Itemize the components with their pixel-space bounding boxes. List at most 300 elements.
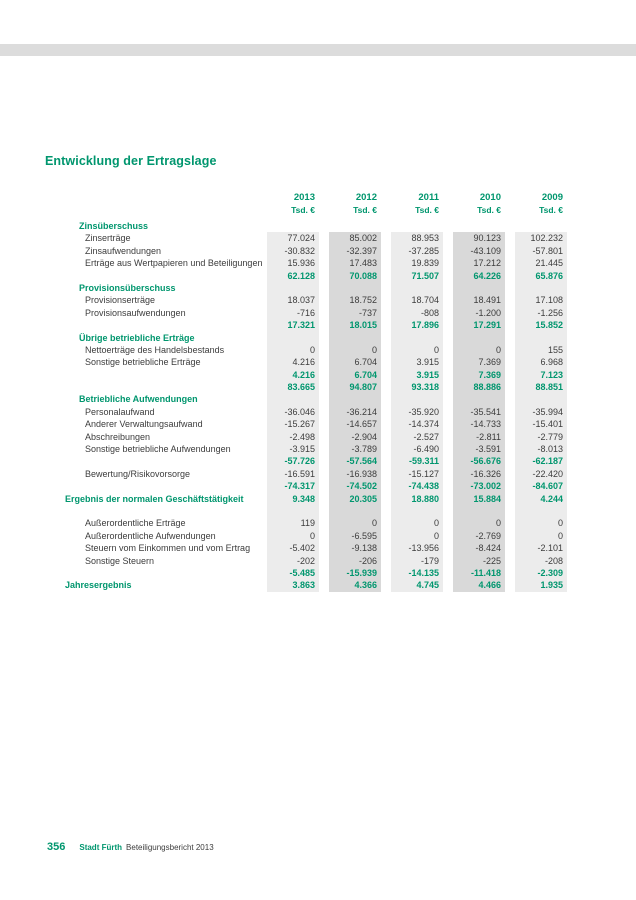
column-spacer <box>319 517 329 530</box>
table-row <box>65 530 567 542</box>
column-spacer <box>319 542 329 555</box>
value-cell: -2.811 <box>453 431 505 444</box>
value-cell: -84.607 <box>515 480 567 493</box>
value-cell: -2.769 <box>453 530 505 543</box>
column-spacer <box>319 480 329 493</box>
table-row <box>65 406 567 418</box>
value-cell: 1.935 <box>515 579 567 591</box>
value-cell: 88.886 <box>453 381 505 393</box>
table-row <box>65 431 567 443</box>
column-spacer <box>443 480 453 493</box>
value-cell: 0 <box>515 530 567 543</box>
value-cell: -5.402 <box>267 542 319 555</box>
value-cell: 18.704 <box>391 294 443 307</box>
column-spacer <box>381 220 391 232</box>
value-cell <box>391 393 443 405</box>
column-spacer <box>381 406 391 419</box>
column-spacer <box>443 393 453 405</box>
value-cell <box>453 282 505 294</box>
column-spacer <box>319 443 329 456</box>
value-cell: -74.502 <box>329 480 381 493</box>
column-spacer <box>443 294 453 307</box>
value-cell: -3.789 <box>329 443 381 456</box>
value-cell: -30.832 <box>267 245 319 258</box>
row-label <box>65 567 267 580</box>
column-spacer <box>381 418 391 431</box>
column-spacer <box>443 567 453 580</box>
column-spacer <box>381 257 391 270</box>
value-cell: 17.896 <box>391 319 443 331</box>
value-cell <box>391 220 443 232</box>
column-spacer <box>443 381 453 393</box>
value-cell: 83.665 <box>267 381 319 393</box>
column-spacer <box>505 455 515 468</box>
value-cell: 88.953 <box>391 232 443 245</box>
column-spacer <box>319 282 329 294</box>
unit-header-row <box>65 204 567 216</box>
value-cell: 7.369 <box>453 369 505 382</box>
value-cell <box>329 220 381 232</box>
row-label: Ergebnis der normalen Geschäftstätigkeit <box>65 493 244 504</box>
value-cell: -35.541 <box>453 406 505 419</box>
value-cell: -2.101 <box>515 542 567 555</box>
column-spacer <box>443 257 453 270</box>
value-cell: -179 <box>391 555 443 568</box>
value-cell: 93.318 <box>391 381 443 393</box>
value-cell: 21.445 <box>515 257 567 270</box>
value-cell: -22.420 <box>515 468 567 481</box>
column-spacer <box>505 294 515 307</box>
column-spacer <box>443 493 453 505</box>
column-spacer <box>319 406 329 419</box>
value-cell <box>329 332 381 344</box>
value-cell <box>391 332 443 344</box>
column-spacer <box>443 431 453 444</box>
table-row <box>65 418 567 430</box>
value-cell: -16.591 <box>267 468 319 481</box>
column-spacer <box>381 245 391 258</box>
column-spacer <box>505 344 515 357</box>
column-spacer <box>443 356 453 369</box>
value-cell: 19.839 <box>391 257 443 270</box>
value-cell: 0 <box>453 344 505 357</box>
column-spacer <box>505 270 515 282</box>
column-spacer <box>319 468 329 481</box>
value-cell: 155 <box>515 344 567 357</box>
column-spacer <box>319 555 329 568</box>
column-spacer <box>505 369 515 382</box>
column-spacer <box>319 344 329 357</box>
column-spacer <box>381 344 391 357</box>
value-cell: -35.994 <box>515 406 567 419</box>
value-cell: 17.321 <box>267 319 319 331</box>
column-spacer <box>319 257 329 270</box>
column-spacer <box>505 332 515 344</box>
value-cell: -16.938 <box>329 468 381 481</box>
value-cell: -74.438 <box>391 480 443 493</box>
value-cell: -59.311 <box>391 455 443 468</box>
value-cell: -57.801 <box>515 245 567 258</box>
column-spacer <box>381 555 391 568</box>
value-cell: 3.915 <box>391 369 443 382</box>
column-spacer <box>319 220 329 232</box>
value-cell: 17.108 <box>515 294 567 307</box>
value-cell: -8.424 <box>453 542 505 555</box>
column-spacer <box>505 493 515 505</box>
column-spacer <box>443 270 453 282</box>
footer-publisher: Stadt Fürth <box>79 843 123 852</box>
value-cell: -15.127 <box>391 468 443 481</box>
column-spacer <box>505 257 515 270</box>
column-spacer <box>505 393 515 405</box>
value-cell: -208 <box>515 555 567 568</box>
row-label: Anderer Verwaltungsaufwand <box>85 419 203 430</box>
value-cell: 18.752 <box>329 294 381 307</box>
column-spacer <box>443 542 453 555</box>
table-row <box>65 480 567 492</box>
table-row <box>65 282 567 294</box>
column-spacer <box>319 530 329 543</box>
value-cell: -5.485 <box>267 567 319 580</box>
value-cell <box>391 282 443 294</box>
column-spacer <box>381 381 391 393</box>
column-spacer <box>443 455 453 468</box>
column-spacer <box>381 307 391 320</box>
value-cell: -16.326 <box>453 468 505 481</box>
column-spacer <box>381 530 391 543</box>
value-cell: 17.212 <box>453 257 505 270</box>
value-cell: 90.123 <box>453 232 505 245</box>
value-cell: 4.466 <box>453 579 505 591</box>
column-spacer <box>443 307 453 320</box>
column-spacer <box>443 369 453 382</box>
column-spacer <box>443 505 453 517</box>
value-cell <box>329 393 381 405</box>
value-cell <box>453 505 505 517</box>
table-row <box>65 257 567 269</box>
table-row <box>65 555 567 567</box>
table-row <box>65 369 567 381</box>
value-cell: 4.244 <box>515 493 567 505</box>
value-cell: -13.956 <box>391 542 443 555</box>
row-label: Provisionsaufwendungen <box>85 307 186 318</box>
value-cell <box>329 505 381 517</box>
value-cell: 0 <box>453 517 505 530</box>
value-cell: 15.884 <box>453 493 505 505</box>
value-cell: 17.483 <box>329 257 381 270</box>
column-spacer <box>319 294 329 307</box>
unit-label: Tsd. € <box>415 205 439 215</box>
column-spacer <box>319 245 329 258</box>
value-cell: -73.002 <box>453 480 505 493</box>
value-cell: -32.397 <box>329 245 381 258</box>
value-cell: 4.216 <box>267 356 319 369</box>
row-label: Personalaufwand <box>85 406 155 417</box>
column-spacer <box>319 270 329 282</box>
column-spacer <box>319 307 329 320</box>
column-spacer <box>505 307 515 320</box>
value-cell: 0 <box>391 344 443 357</box>
column-spacer <box>319 319 329 331</box>
column-spacer <box>319 381 329 393</box>
value-cell <box>515 505 567 517</box>
column-spacer <box>443 220 453 232</box>
column-spacer <box>443 406 453 419</box>
value-cell: 0 <box>267 530 319 543</box>
column-spacer <box>381 332 391 344</box>
value-cell: -3.915 <box>267 443 319 456</box>
column-spacer <box>443 282 453 294</box>
table-row <box>65 542 567 554</box>
row-label: Jahresergebnis <box>65 580 132 591</box>
value-cell <box>267 220 319 232</box>
column-spacer <box>319 232 329 245</box>
column-spacer <box>319 493 329 505</box>
column-spacer <box>381 468 391 481</box>
row-label <box>65 369 267 382</box>
row-label <box>65 455 267 468</box>
value-cell: 0 <box>515 517 567 530</box>
column-spacer <box>319 369 329 382</box>
column-spacer <box>443 232 453 245</box>
column-spacer <box>505 204 515 216</box>
column-spacer <box>505 542 515 555</box>
value-cell: 0 <box>391 517 443 530</box>
column-spacer <box>443 192 453 204</box>
value-cell <box>391 505 443 517</box>
value-cell: -35.920 <box>391 406 443 419</box>
row-label: Außerordentliche Aufwendungen <box>85 530 216 541</box>
column-spacer <box>381 493 391 505</box>
column-spacer <box>505 418 515 431</box>
table-row <box>65 344 567 356</box>
value-cell: -74.317 <box>267 480 319 493</box>
table-row <box>65 356 567 368</box>
column-spacer <box>505 555 515 568</box>
column-spacer <box>505 431 515 444</box>
value-cell: -14.374 <box>391 418 443 431</box>
value-cell: 18.037 <box>267 294 319 307</box>
column-spacer <box>443 530 453 543</box>
unit-label: Tsd. € <box>477 205 501 215</box>
column-spacer <box>505 381 515 393</box>
column-spacer <box>381 204 391 216</box>
row-label: Steuern vom Einkommen und vom Ertrag <box>85 543 251 554</box>
section-label: Betriebliche Aufwendungen <box>79 394 198 405</box>
value-cell: 17.291 <box>453 319 505 331</box>
value-cell: 18.880 <box>391 493 443 505</box>
value-cell: -737 <box>329 307 381 320</box>
table-row <box>65 579 567 591</box>
column-spacer <box>381 455 391 468</box>
column-spacer <box>319 356 329 369</box>
value-cell: 70.088 <box>329 270 381 282</box>
value-cell <box>267 505 319 517</box>
value-cell <box>329 282 381 294</box>
column-spacer <box>319 393 329 405</box>
value-cell: 71.507 <box>391 270 443 282</box>
column-spacer <box>505 192 515 204</box>
row-label <box>65 319 267 331</box>
page-title: Entwicklung der Ertragslage <box>45 154 217 169</box>
value-cell: 15.936 <box>267 257 319 270</box>
value-cell: 102.232 <box>515 232 567 245</box>
column-spacer <box>381 282 391 294</box>
column-spacer <box>381 567 391 580</box>
value-cell <box>267 332 319 344</box>
year-column-header: 2013 <box>293 192 315 203</box>
column-spacer <box>443 344 453 357</box>
value-cell: 4.366 <box>329 579 381 591</box>
row-label: Sonstige betriebliche Aufwendungen <box>85 444 231 455</box>
row-label <box>65 480 267 493</box>
column-spacer <box>505 505 515 517</box>
value-cell: -8.013 <box>515 443 567 456</box>
column-spacer <box>319 192 329 204</box>
value-cell: 6.704 <box>329 356 381 369</box>
year-column-header: 2009 <box>541 192 563 203</box>
value-cell: -2.904 <box>329 431 381 444</box>
row-label <box>65 270 267 282</box>
year-header-row <box>65 192 567 204</box>
table-row <box>65 393 567 405</box>
value-cell: -2.779 <box>515 431 567 444</box>
value-cell: -1.256 <box>515 307 567 320</box>
column-spacer <box>381 270 391 282</box>
column-spacer <box>319 332 329 344</box>
value-cell <box>515 220 567 232</box>
value-cell: 3.915 <box>391 356 443 369</box>
year-column-header: 2012 <box>355 192 377 203</box>
column-spacer <box>319 204 329 216</box>
value-cell: -37.285 <box>391 245 443 258</box>
value-cell: 0 <box>267 344 319 357</box>
value-cell: 119 <box>267 517 319 530</box>
table-row <box>65 220 567 232</box>
value-cell: 64.226 <box>453 270 505 282</box>
column-spacer <box>381 542 391 555</box>
value-cell: 88.851 <box>515 381 567 393</box>
column-spacer <box>381 393 391 405</box>
value-cell: -15.939 <box>329 567 381 580</box>
table-row <box>65 270 567 282</box>
value-cell: -1.200 <box>453 307 505 320</box>
column-spacer <box>505 282 515 294</box>
value-cell: 77.024 <box>267 232 319 245</box>
value-cell: -36.214 <box>329 406 381 419</box>
row-label: Nettoerträge des Handelsbestands <box>85 344 225 355</box>
year-column-header: 2011 <box>418 192 439 203</box>
value-cell: 15.852 <box>515 319 567 331</box>
table-row <box>65 307 567 319</box>
value-cell: -2.498 <box>267 431 319 444</box>
value-cell: -36.046 <box>267 406 319 419</box>
column-spacer <box>505 245 515 258</box>
column-spacer <box>319 418 329 431</box>
table-row <box>65 381 567 393</box>
table-row <box>65 567 567 579</box>
column-spacer <box>443 443 453 456</box>
row-label <box>65 204 267 216</box>
value-cell: -2.309 <box>515 567 567 580</box>
value-cell: -6.595 <box>329 530 381 543</box>
value-cell: -6.490 <box>391 443 443 456</box>
value-cell: -716 <box>267 307 319 320</box>
value-cell: 0 <box>391 530 443 543</box>
value-cell <box>515 332 567 344</box>
column-spacer <box>319 579 329 591</box>
column-spacer <box>443 517 453 530</box>
column-spacer <box>443 555 453 568</box>
value-cell <box>453 393 505 405</box>
column-spacer <box>381 232 391 245</box>
value-cell <box>267 282 319 294</box>
value-cell: -14.657 <box>329 418 381 431</box>
column-spacer <box>505 567 515 580</box>
column-spacer <box>319 567 329 580</box>
value-cell: -808 <box>391 307 443 320</box>
value-cell: -3.591 <box>453 443 505 456</box>
value-cell: 62.128 <box>267 270 319 282</box>
column-spacer <box>443 332 453 344</box>
value-cell: -2.527 <box>391 431 443 444</box>
page-number: 356 <box>47 841 66 853</box>
column-spacer <box>443 204 453 216</box>
value-cell: -57.726 <box>267 455 319 468</box>
value-cell <box>453 220 505 232</box>
value-cell: -62.187 <box>515 455 567 468</box>
table-row <box>65 468 567 480</box>
column-spacer <box>381 431 391 444</box>
value-cell: 20.305 <box>329 493 381 505</box>
value-cell: -15.401 <box>515 418 567 431</box>
row-label: Zinsaufwendungen <box>85 245 162 256</box>
year-column-header: 2010 <box>479 192 501 203</box>
row-label: Erträge aus Wertpapieren und Beteiligungen <box>85 258 263 269</box>
table-body <box>65 220 567 592</box>
row-label <box>65 505 267 517</box>
value-cell: 7.123 <box>515 369 567 382</box>
section-label: Zinsüberschuss <box>79 221 149 231</box>
row-label: Sonstige Steuern <box>85 555 155 566</box>
column-spacer <box>381 319 391 331</box>
column-spacer <box>505 443 515 456</box>
value-cell <box>453 332 505 344</box>
row-label: Provisionserträge <box>85 295 156 306</box>
column-spacer <box>381 356 391 369</box>
column-spacer <box>381 517 391 530</box>
value-cell: 0 <box>329 344 381 357</box>
table-row <box>65 319 567 331</box>
column-spacer <box>443 468 453 481</box>
value-cell: 85.002 <box>329 232 381 245</box>
row-label: Sonstige betriebliche Erträge <box>85 357 201 368</box>
unit-label: Tsd. € <box>353 205 377 215</box>
value-cell: 18.015 <box>329 319 381 331</box>
column-spacer <box>505 517 515 530</box>
column-spacer <box>505 579 515 591</box>
column-spacer <box>381 369 391 382</box>
value-cell: -206 <box>329 555 381 568</box>
row-label <box>65 192 267 204</box>
value-cell: -43.109 <box>453 245 505 258</box>
column-spacer <box>505 406 515 419</box>
section-label: Übrige betriebliche Erträge <box>79 332 195 343</box>
value-cell: 6.968 <box>515 356 567 369</box>
row-label: Abschreibungen <box>85 431 151 442</box>
column-spacer <box>443 579 453 591</box>
column-spacer <box>443 245 453 258</box>
